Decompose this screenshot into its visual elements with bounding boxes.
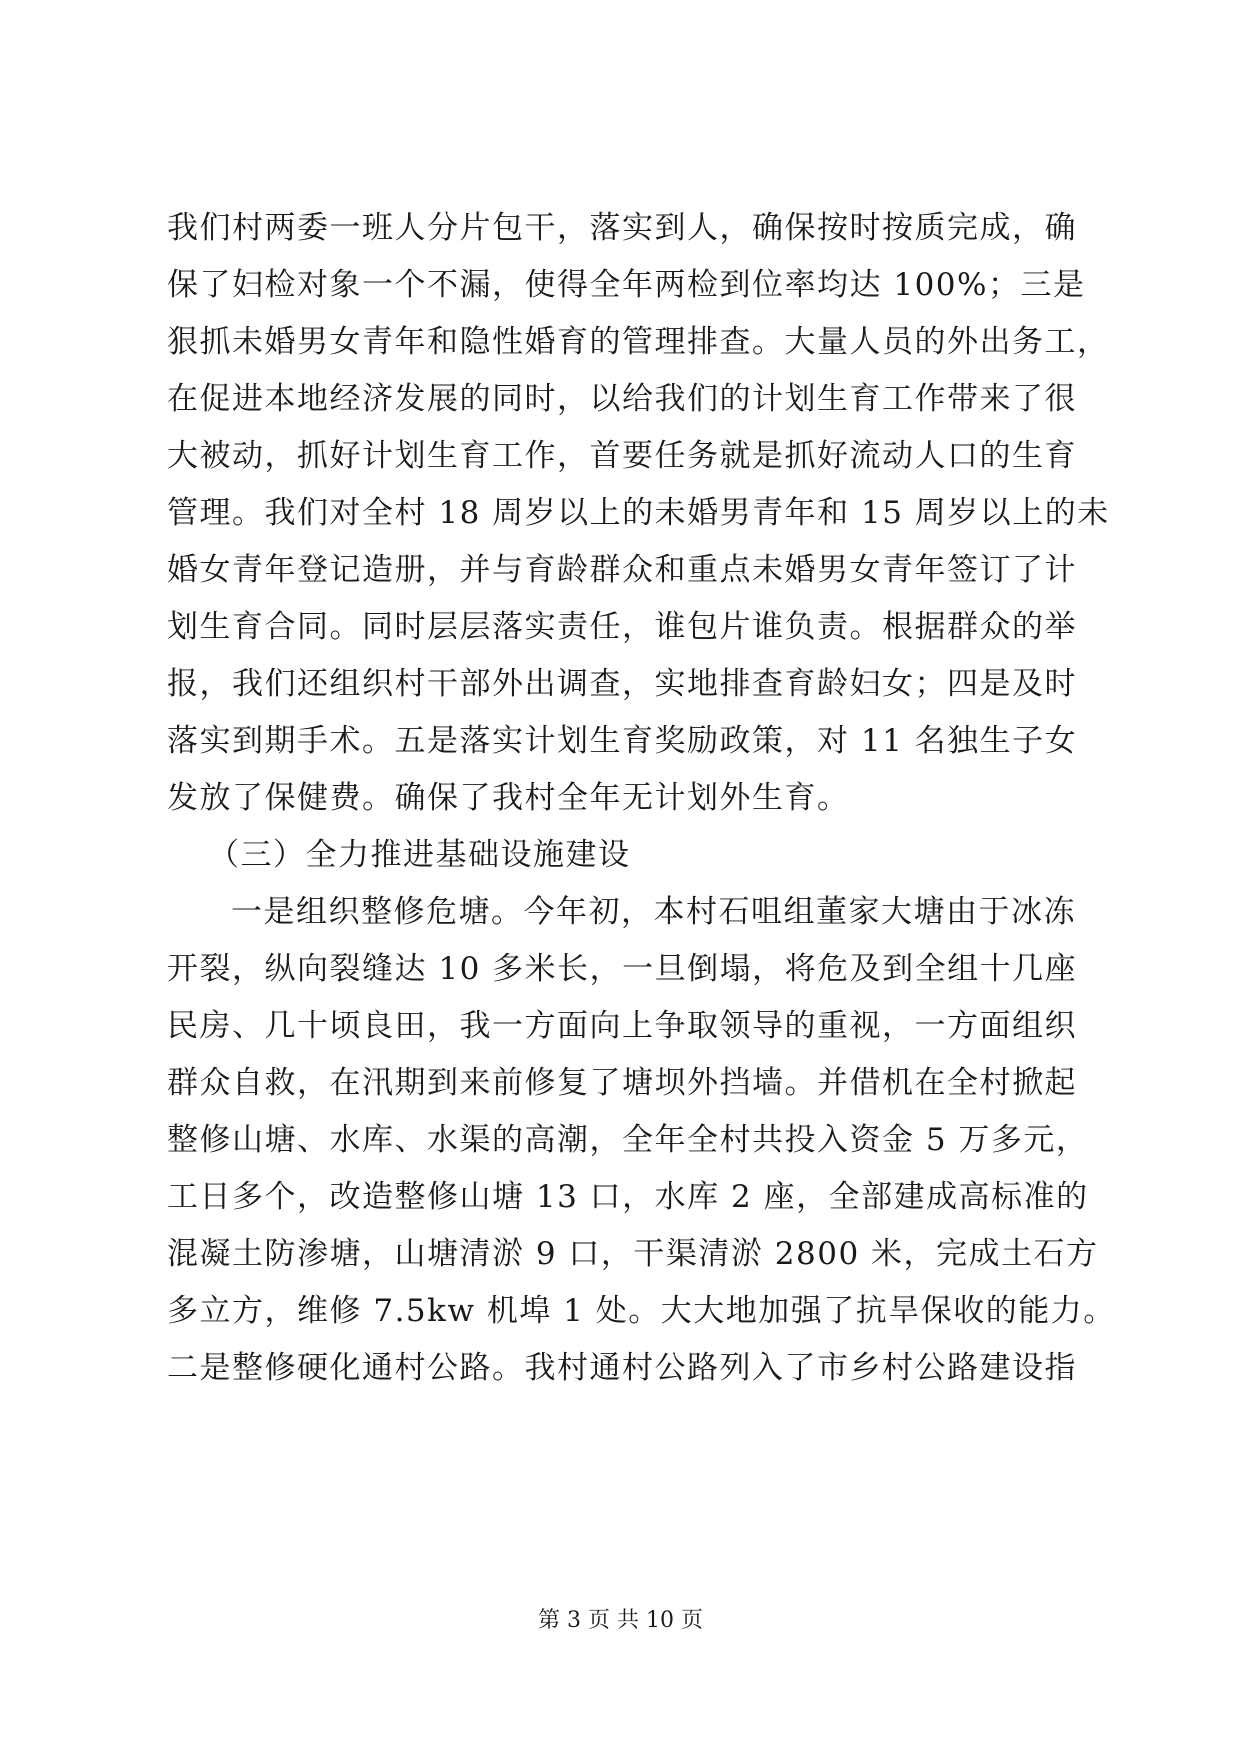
page-number-label: 第 3 页 共 10 页	[538, 1608, 703, 1633]
paragraph-line: 整修山塘、水库、水渠的高潮，全年全村共投入资金 5 万多元，	[167, 1122, 1089, 1158]
paragraph-line: 一是组织整修危塘。今年初，本村石咀组董家大塘由于冰冻	[231, 894, 1076, 930]
paragraph-line: 二是整修硬化通村公路。我村通村公路列入了市乡村公路建设指	[167, 1350, 1077, 1386]
paragraph-line: 婚女青年登记造册，并与育龄群众和重点未婚男女青年签订了计	[167, 552, 1077, 588]
paragraph-line: 划生育合同。同时层层落实责任，谁包片谁负责。根据群众的举	[167, 609, 1077, 645]
paragraph-line: 管理。我们对全村 18 周岁以上的未婚男青年和 15 周岁以上的未	[167, 495, 1110, 531]
section-heading: （三）全力推进基础设施建设	[208, 837, 631, 873]
paragraph-line: 大被动，抓好计划生育工作，首要任务就是抓好流动人口的生育	[167, 438, 1077, 474]
paragraph-line: 混凝土防渗塘，山塘清淤 9 口，干渠清淤 2800 米，完成土石方	[167, 1236, 1099, 1272]
page-footer	[0, 1606, 1241, 1636]
paragraph-line: 群众自救，在汛期到来前修复了塘坝外挡墙。并借机在全村掀起	[167, 1065, 1077, 1101]
paragraph-line: 狠抓未婚男女青年和隐性婚育的管理排查。大量人员的外出务工，	[167, 324, 1110, 360]
paragraph-line: 保了妇检对象一个不漏，使得全年两检到位率均达 100%；三是	[167, 267, 1086, 303]
paragraph-line: 落实到期手术。五是落实计划生育奖励政策，对 11 名独生子女	[167, 723, 1078, 759]
paragraph-line: 工日多个，改造整修山塘 13 口，水库 2 座，全部建成高标准的	[167, 1179, 1089, 1215]
paragraph-line: 报，我们还组织村干部外出调查，实地排查育龄妇女；四是及时	[167, 666, 1077, 702]
paragraph-line: 我们村两委一班人分片包干，落实到人，确保按时按质完成，确	[167, 210, 1077, 246]
paragraph-line: 发放了保健费。确保了我村全年无计划外生育。	[167, 780, 850, 816]
paragraph-line: 开裂，纵向裂缝达 10 多米长，一旦倒塌，将危及到全组十几座	[167, 951, 1078, 987]
paragraph-line: 多立方，维修 7.5kw 机埠 1 处。大大地加强了抗旱保收的能力。	[167, 1293, 1116, 1329]
paragraph-line: 民房、几十顷良田，我一方面向上争取领导的重视，一方面组织	[167, 1008, 1077, 1044]
paragraph-line: 在促进本地经济发展的同时，以给我们的计划生育工作带来了很	[167, 381, 1077, 417]
